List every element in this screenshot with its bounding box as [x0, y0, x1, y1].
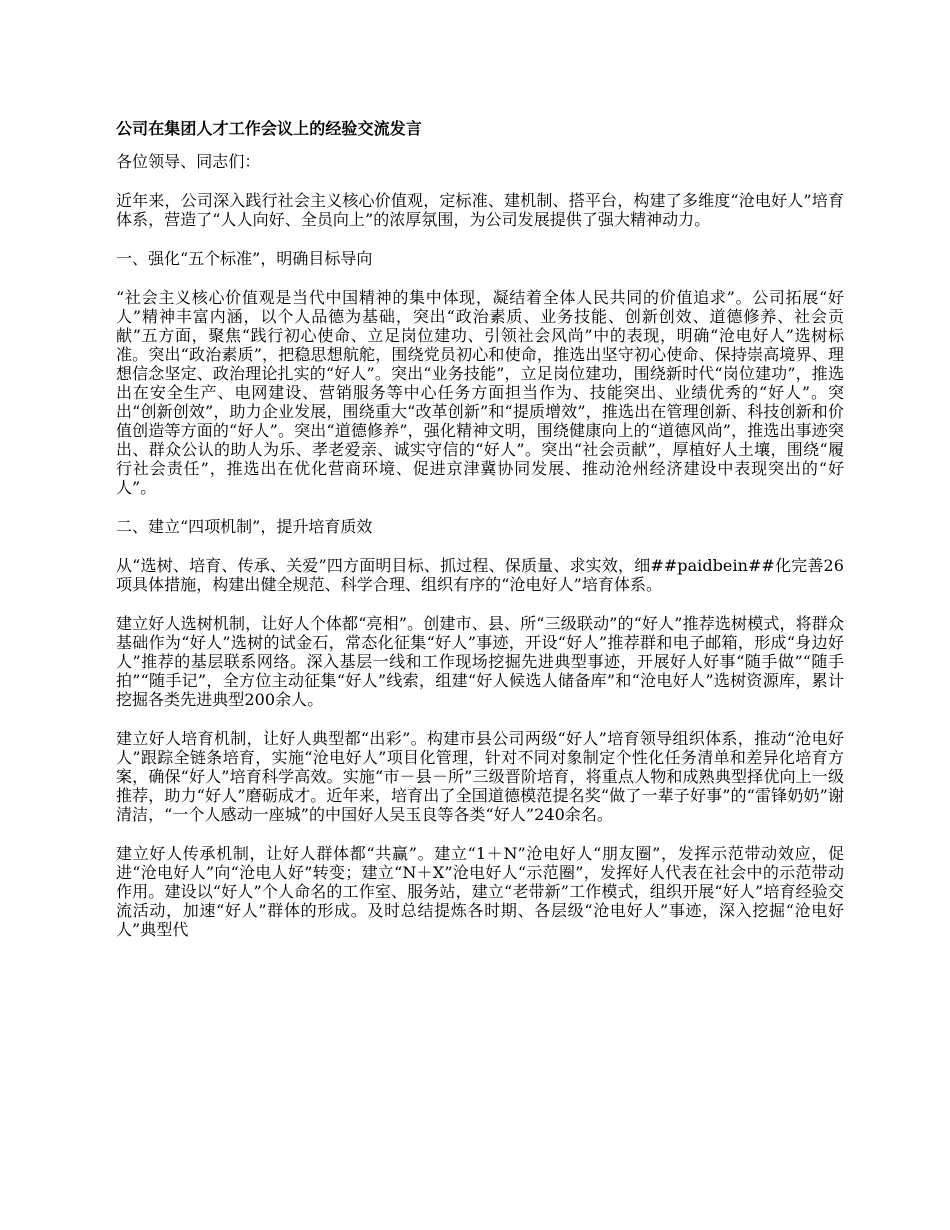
greeting: 各位领导、同志们： [116, 152, 261, 171]
mechanism-inheritance-paragraph: 建立好人传承机制，让好人群体都“共赢”。建立“1＋N”沧电好人“朋友圈”，发挥示范带动效应，促进“沧电好人”向“沧电人好”转变；建立“N＋X”沧电好人“示范圈”，发挥好人代表在社会中的示范带动作用。建设以“好人”个人命名的工作室、服务站，建立“老带新”工作模式，组织开展“好人”培育经验交流活动，加速“好人”群体的形成。及时总结提炼各时期、各层级“沧电好人”事迹，深入挖掘“沧电好人”典型代 [116, 844, 844, 939]
intro-paragraph: 近年来，公司深入践行社会主义核心价值观，定标准、建机制、搭平台，构建了多维度“沧电好人”培育体系，营造了“人人向好、全员向上”的浓厚氛围，为公司发展提供了强大精神动力。 [116, 191, 844, 229]
document-title: 公司在集团人才工作会议上的经验交流发言 [116, 119, 422, 138]
section-1-body: “社会主义核心价值观是当代中国精神的集中体现，凝结着全体人民共同的价值追求”。公司拓展“好人”精神丰富内涵，以个人品德为基础，突出“政治素质、业务技能、创新创效、道德修养、社会贡献”五方面，聚焦“践行初心使命、立足岗位建功、引领社会风尚”中的表现，明确“沧电好人”选树标准。突出“政治素质”，把稳思想航舵，围绕党员初心和使命，推选出坚守初心使命、保持崇高境界、理想信念坚定、政治理论扎实的“好人”。突出“业务技能”，立足岗位建功，围绕新时代“岗位建功”，推选出在安全生产、电网建设、营销服务等中心任务方面担当作为、技能突出、业绩优秀的“好人”。突出“创新创效”，助力企业发展，围绕重大“改革创新”和“提质增效”，推选出在管理创新、科技创新和价值创造等方面的“好人”。突出“道德修养”，强化精神文明，围绕健康向上的“道德风尚”，推选出事迹突出、群众公认的助人为乐、孝老爱亲、诚实守信的“好人”。突出“社会贡献”，厚植好人土壤，围绕“履行社会责任”，推选出在优化营商环境、促进京津冀协同发展、推动沧州经济建设中表现突出的“好人”。 [116, 288, 844, 497]
section-2-body: 从“选树、培育、传承、关爱”四方面明目标、抓过程、保质量、求实效，细##paidbein##化完善26项具体措施，构建出健全规范、科学合理、组织有序的“沧电好人”培育体系。 [116, 556, 844, 594]
mechanism-selection-paragraph: 建立好人选树机制，让好人个体都“亮相”。创建市、县、所“三级联动”的“好人”推荐选树模式，将群众基础作为“好人”选树的试金石，常态化征集“好人”事迹，开设“好人”推荐群和电子邮箱，形成“身边好人”推荐的基层联系网络。深入基层一线和工作现场挖掘先进典型事迹，开展好人好事“随手做”“随手拍”“随手记”，全方位主动征集“好人”线索，组建“好人候选人储备库”和“沧电好人”选树资源库，累计挖掘各类先进典型200余人。 [116, 614, 844, 709]
mechanism-cultivation-paragraph: 建立好人培育机制，让好人典型都“出彩”。构建市县公司两级“好人”培育领导组织体系，推动“沧电好人”跟踪全链条培育，实施“沧电好人”项目化管理，针对不同对象制定个性化任务清单和差异化培育方案，确保“好人”培育科学高效。实施“市－县－所”三级晋阶培育，将重点人物和成熟典型择优向上一级推荐，助力“好人”磨砺成才。近年来，培育出了全国道德模范提名奖“做了一辈子好事”的“雷锋奶奶”谢清洁，“一个人感动一座城”的中国好人吴玉良等各类“好人”240余名。 [116, 729, 844, 824]
section-1-heading: 一、强化“五个标准”，明确目标导向 [116, 249, 373, 268]
document-page [116, 118, 844, 959]
section-2-heading: 二、建立“四项机制”，提升培育质效 [116, 517, 373, 536]
